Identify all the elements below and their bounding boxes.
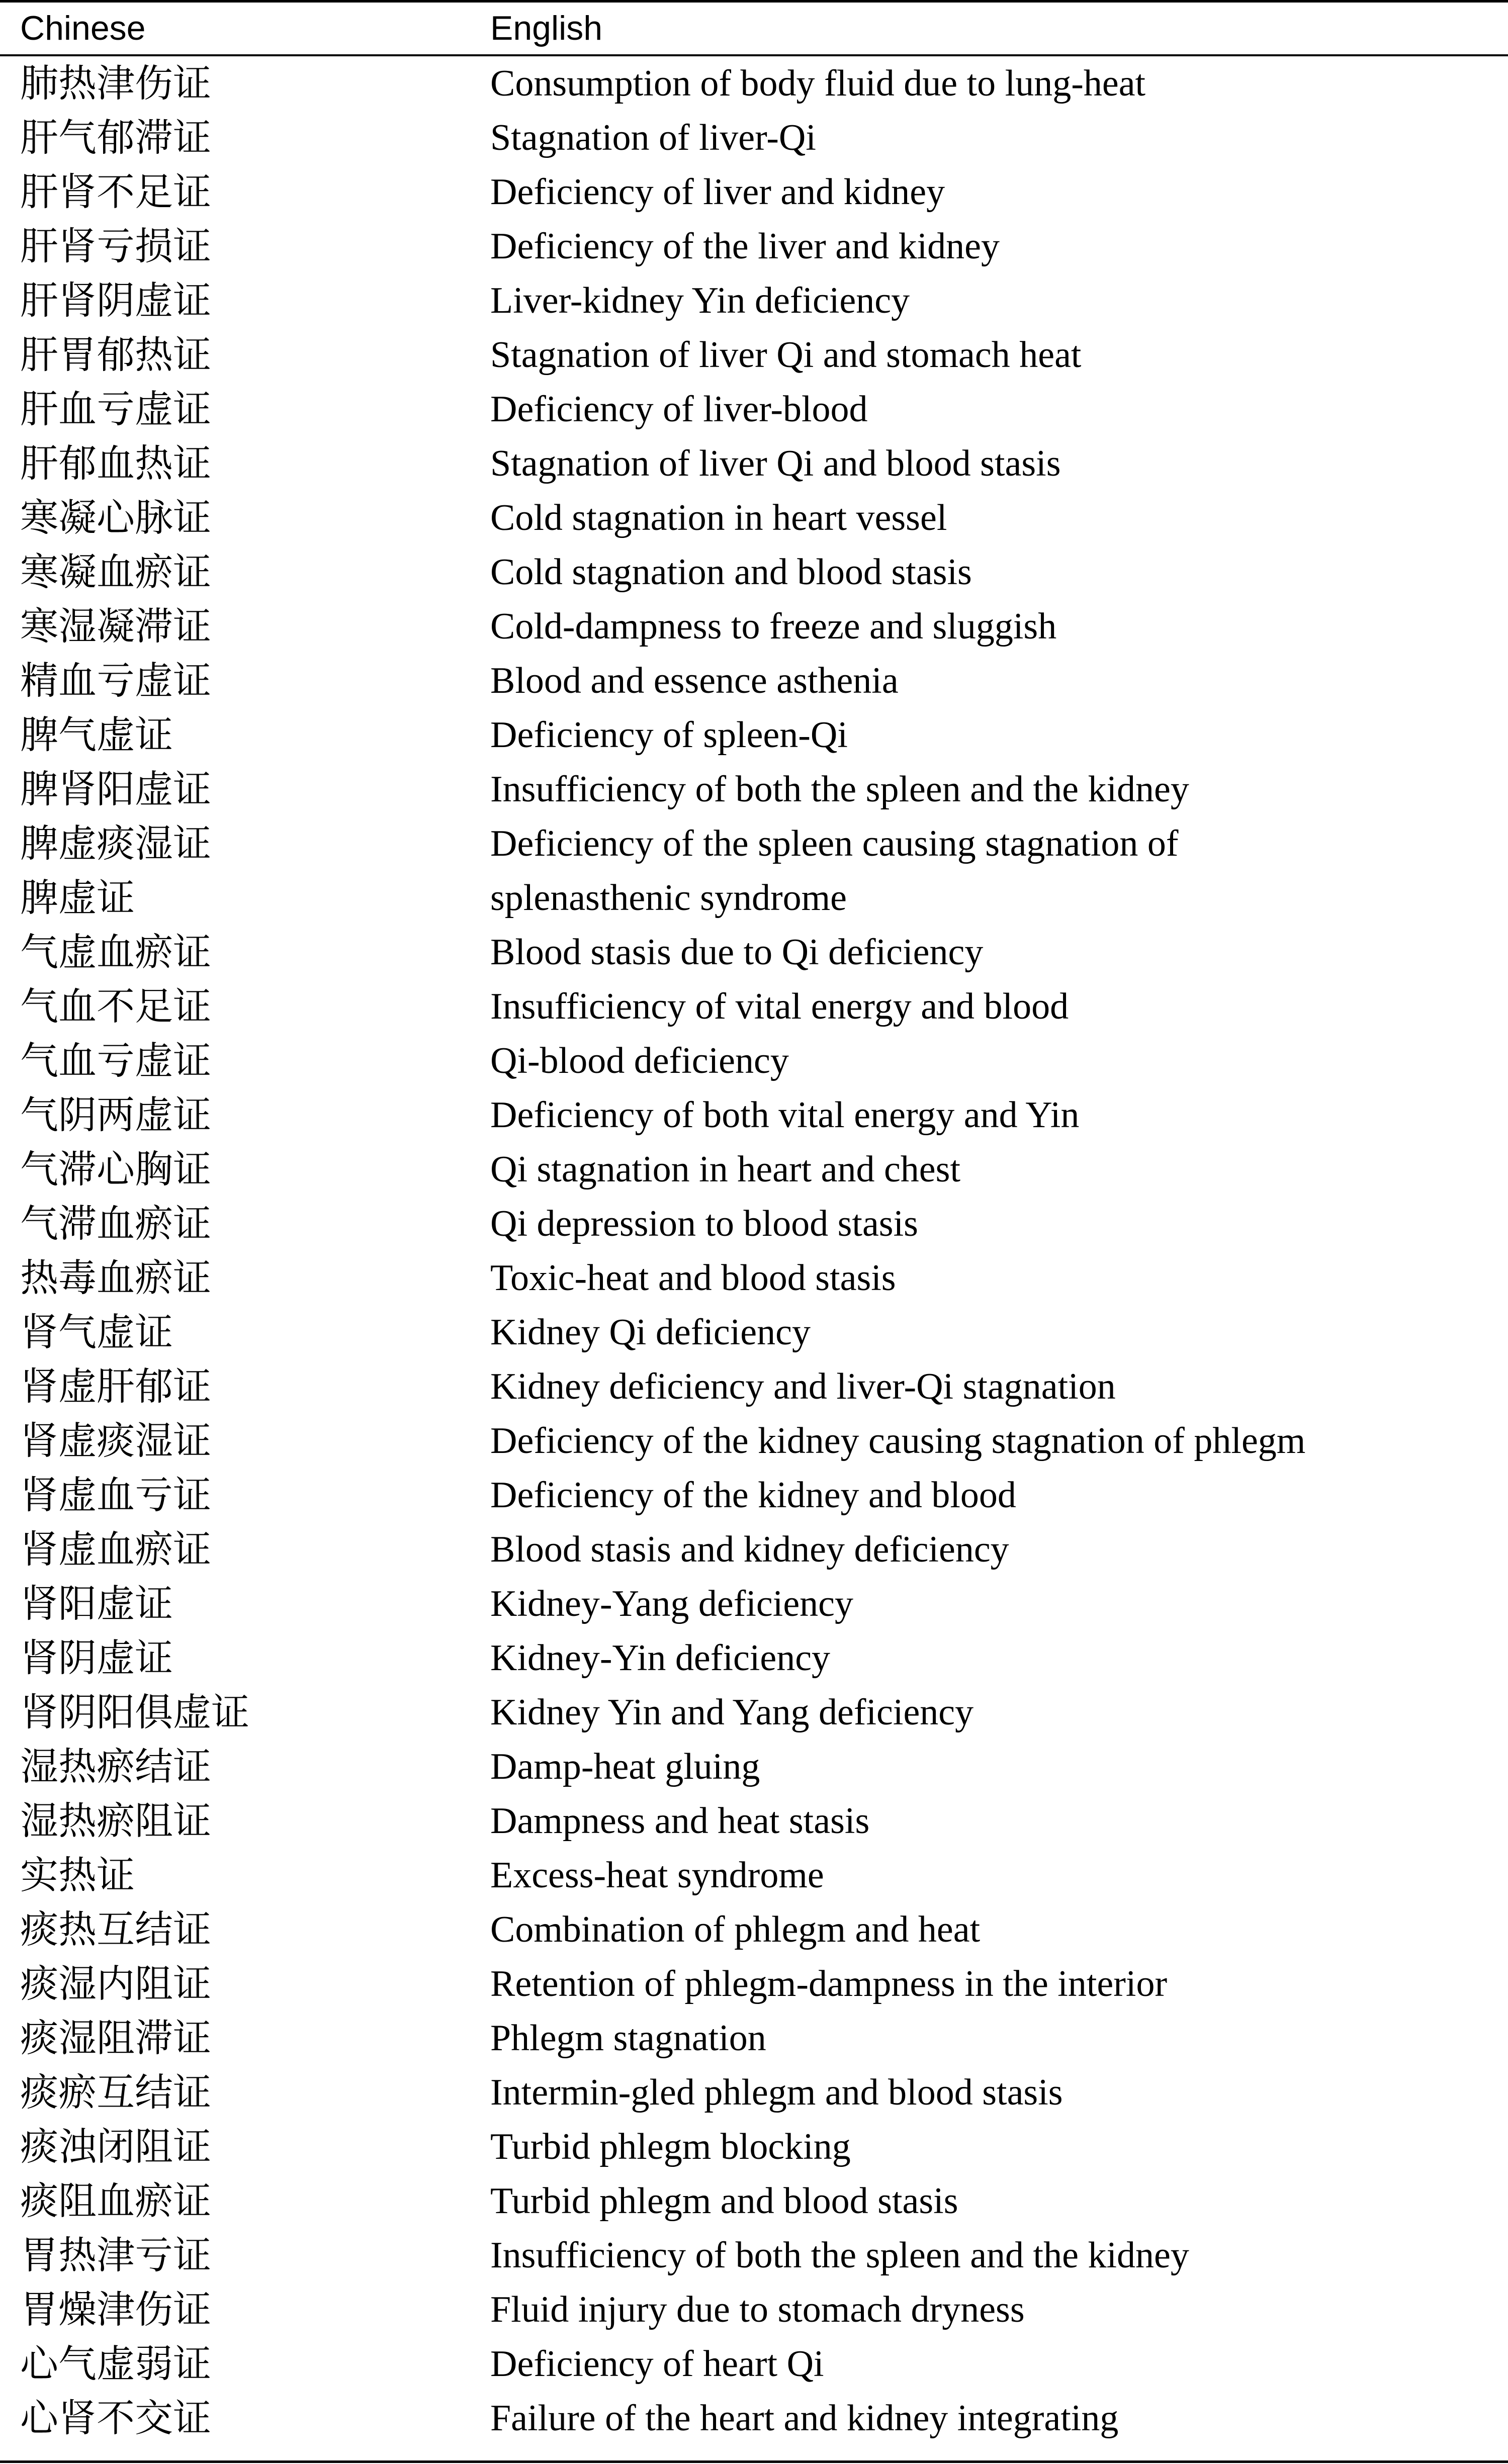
cell-english-term: Stagnation of liver-Qi: [490, 117, 816, 158]
cell-chinese-term: 肾虚血亏证: [20, 1473, 211, 1517]
table-body: [0, 56, 1508, 2445]
cell-chinese-term: 肾阴阳俱虚证: [20, 1690, 249, 1735]
cell-chinese-term: 痰湿阻滞证: [20, 2016, 211, 2060]
cell-english-term: Failure of the heart and kidney integrating: [490, 2398, 1119, 2439]
cell-english-term: Deficiency of liver-blood: [490, 389, 868, 430]
cell-chinese-term: 肝肾阴虚证: [20, 278, 211, 323]
cell-chinese-term: 寒凝血瘀证: [20, 550, 211, 594]
cell-chinese-term: 痰湿内阻证: [20, 1961, 211, 2006]
table-row: [0, 1251, 1508, 1305]
table-row: [0, 871, 1508, 925]
cell-chinese-term: 脾虚痰湿证: [20, 821, 211, 866]
cell-chinese-term: 肝肾亏损证: [20, 224, 211, 268]
cell-chinese-term: 脾肾阳虚证: [20, 767, 211, 811]
cell-english-term: Cold stagnation and blood stasis: [490, 552, 972, 593]
cell-chinese-term: 痰瘀互结证: [20, 2070, 211, 2115]
cell-english-term: Blood stasis and kidney deficiency: [490, 1529, 1009, 1570]
cell-english-term: Damp-heat gluing: [490, 1746, 760, 1787]
top-rule: [0, 0, 1508, 3]
cell-english-term: Kidney-Yin deficiency: [490, 1637, 831, 1679]
table-row: [0, 436, 1508, 491]
cell-chinese-term: 痰热互结证: [20, 1907, 211, 1952]
cell-english-term: Deficiency of the kidney causing stagnation of phlegm: [490, 1420, 1306, 1462]
cell-english-term: Blood and essence asthenia: [490, 660, 899, 701]
header-row: [0, 0, 1508, 56]
table-row: [0, 762, 1508, 816]
column-header-english: English: [490, 9, 603, 47]
table-row: [0, 56, 1508, 111]
cell-english-term: Kidney Yin and Yang deficiency: [490, 1692, 974, 1733]
table-row: [0, 1631, 1508, 1685]
cell-chinese-term: 脾气虚证: [20, 712, 173, 757]
table-row: [0, 599, 1508, 654]
cell-chinese-term: 痰浊闭阻证: [20, 2124, 211, 2169]
cell-chinese-term: 心气虚弱证: [20, 2341, 211, 2386]
column-header-chinese: Chinese: [20, 9, 146, 47]
cell-english-term: Dampness and heat stasis: [490, 1800, 870, 1842]
table-row: [0, 1848, 1508, 1902]
cell-chinese-term: 热毒血瘀证: [20, 1255, 211, 1300]
table-header: [0, 0, 1508, 56]
cell-english-term: Deficiency of both vital energy and Yin: [490, 1094, 1080, 1136]
cell-english-term: Deficiency of liver and kidney: [490, 171, 945, 213]
cell-chinese-term: 肾气虚证: [20, 1310, 173, 1354]
table-row: [0, 2283, 1508, 2337]
cell-chinese-term: 胃热津亏证: [20, 2233, 211, 2277]
table-row: [0, 2337, 1508, 2391]
cell-english-term: Insufficiency of both the spleen and the kidney: [490, 2235, 1189, 2276]
cell-english-term: Deficiency of the kidney and blood: [490, 1475, 1016, 1516]
table-row: [0, 219, 1508, 273]
cell-english-term: Phlegm stagnation: [490, 2018, 766, 2059]
cell-english-term: Deficiency of the spleen causing stagnation of: [490, 823, 1179, 864]
table-row: [0, 2391, 1508, 2445]
cell-chinese-term: 痰阻血瘀证: [20, 2178, 211, 2223]
cell-english-term: Fluid injury due to stomach dryness: [490, 2289, 1025, 2330]
cell-chinese-term: 肾阳虚证: [20, 1581, 173, 1626]
table-row: [0, 816, 1508, 871]
table-row: [0, 328, 1508, 382]
table-row: [0, 382, 1508, 436]
cell-english-term: splenasthenic syndrome: [490, 877, 847, 919]
cell-chinese-term: 气滞心胸证: [20, 1147, 211, 1192]
cell-english-term: Liver-kidney Yin deficiency: [490, 280, 910, 321]
table-row: [0, 925, 1508, 979]
table-row: [0, 1740, 1508, 1794]
table-row: [0, 1957, 1508, 2011]
cell-english-term: Turbid phlegm blocking: [490, 2126, 851, 2167]
table-row: [0, 1034, 1508, 1088]
cell-chinese-term: 肾虚痰湿证: [20, 1418, 211, 1463]
cell-chinese-term: 湿热瘀阻证: [20, 1798, 211, 1843]
cell-english-term: Qi stagnation in heart and chest: [490, 1149, 961, 1190]
cell-english-term: Stagnation of liver Qi and blood stasis: [490, 443, 1061, 484]
cell-english-term: Insufficiency of both the spleen and the kidney: [490, 769, 1189, 810]
cell-chinese-term: 肝郁血热证: [20, 441, 211, 486]
cell-english-term: Deficiency of heart Qi: [490, 2343, 824, 2385]
cell-english-term: Excess-heat syndrome: [490, 1855, 824, 1896]
table-row: [0, 979, 1508, 1034]
cell-chinese-term: 精血亏虚证: [20, 658, 211, 703]
cell-english-term: Deficiency of spleen-Qi: [490, 714, 848, 756]
table-row: [0, 1142, 1508, 1197]
table-row: [0, 1088, 1508, 1142]
cell-chinese-term: 肝血亏虚证: [20, 387, 211, 431]
table-row: [0, 1197, 1508, 1251]
cell-chinese-term: 寒湿凝滞证: [20, 604, 211, 649]
cell-english-term: Intermin-gled phlegm and blood stasis: [490, 2072, 1063, 2113]
cell-chinese-term: 肝胃郁热证: [20, 332, 211, 377]
table-row: [0, 2065, 1508, 2120]
table-row: [0, 2228, 1508, 2283]
cell-chinese-term: 气滞血瘀证: [20, 1201, 211, 1246]
cell-chinese-term: 胃燥津伤证: [20, 2287, 211, 2332]
cell-english-term: Cold stagnation in heart vessel: [490, 497, 947, 538]
cell-chinese-term: 湿热瘀结证: [20, 1744, 211, 1789]
table-row: [0, 2011, 1508, 2065]
cell-chinese-term: 肺热津伤证: [20, 61, 211, 106]
cell-english-term: Deficiency of the liver and kidney: [490, 226, 1000, 267]
cell-english-term: Kidney-Yang deficiency: [490, 1583, 854, 1624]
table-row: [0, 1685, 1508, 1740]
cell-chinese-term: 肾阴虚证: [20, 1635, 173, 1680]
table-row: [0, 2174, 1508, 2228]
table-row: [0, 1794, 1508, 1848]
cell-english-term: Retention of phlegm-dampness in the interior: [490, 1963, 1168, 2004]
header-rule: [0, 54, 1508, 56]
cell-chinese-term: 心肾不交证: [20, 2396, 211, 2440]
table-row: [0, 1522, 1508, 1577]
cell-chinese-term: 肾虚血瘀证: [20, 1527, 211, 1572]
table-row: [0, 545, 1508, 599]
table-row: [0, 1414, 1508, 1468]
cell-chinese-term: 气阴两虚证: [20, 1092, 211, 1137]
table-row: [0, 1468, 1508, 1522]
cell-chinese-term: 气血亏虚证: [20, 1038, 211, 1083]
cell-chinese-term: 气虚血瘀证: [20, 930, 211, 974]
table-row: [0, 2120, 1508, 2174]
cell-english-term: Kidney deficiency and liver-Qi stagnation: [490, 1366, 1116, 1407]
table-row: [0, 708, 1508, 762]
bottom-rule: [0, 2460, 1508, 2463]
table-row: [0, 491, 1508, 545]
table-row: [0, 1359, 1508, 1414]
cell-chinese-term: 肝气郁滞证: [20, 115, 211, 160]
table-row: [0, 1902, 1508, 1957]
cell-english-term: Consumption of body fluid due to lung-heat: [490, 63, 1146, 104]
cell-chinese-term: 实热证: [20, 1853, 135, 1897]
cell-english-term: Blood stasis due to Qi deficiency: [490, 932, 984, 973]
cell-english-term: Qi-blood deficiency: [490, 1040, 789, 1081]
table-row: [0, 165, 1508, 219]
cell-english-term: Qi depression to blood stasis: [490, 1203, 918, 1244]
cell-chinese-term: 气血不足证: [20, 984, 211, 1029]
table-row: [0, 273, 1508, 328]
cell-english-term: Toxic-heat and blood stasis: [490, 1257, 896, 1299]
cell-chinese-term: 寒凝心脉证: [20, 495, 211, 540]
table-row: [0, 1305, 1508, 1359]
cell-english-term: Turbid phlegm and blood stasis: [490, 2180, 958, 2222]
table-row: [0, 111, 1508, 165]
cell-chinese-term: 肝肾不足证: [20, 169, 211, 214]
table-row: [0, 654, 1508, 708]
cell-english-term: Insufficiency of vital energy and blood: [490, 986, 1069, 1027]
cell-english-term: Cold-dampness to freeze and sluggish: [490, 606, 1057, 647]
cell-english-term: Stagnation of liver Qi and stomach heat: [490, 334, 1082, 376]
cell-chinese-term: 肾虚肝郁证: [20, 1364, 211, 1409]
cell-english-term: Combination of phlegm and heat: [490, 1909, 981, 1950]
table-row: [0, 1577, 1508, 1631]
cell-chinese-term: 脾虚证: [20, 875, 135, 920]
cell-english-term: Kidney Qi deficiency: [490, 1312, 811, 1353]
